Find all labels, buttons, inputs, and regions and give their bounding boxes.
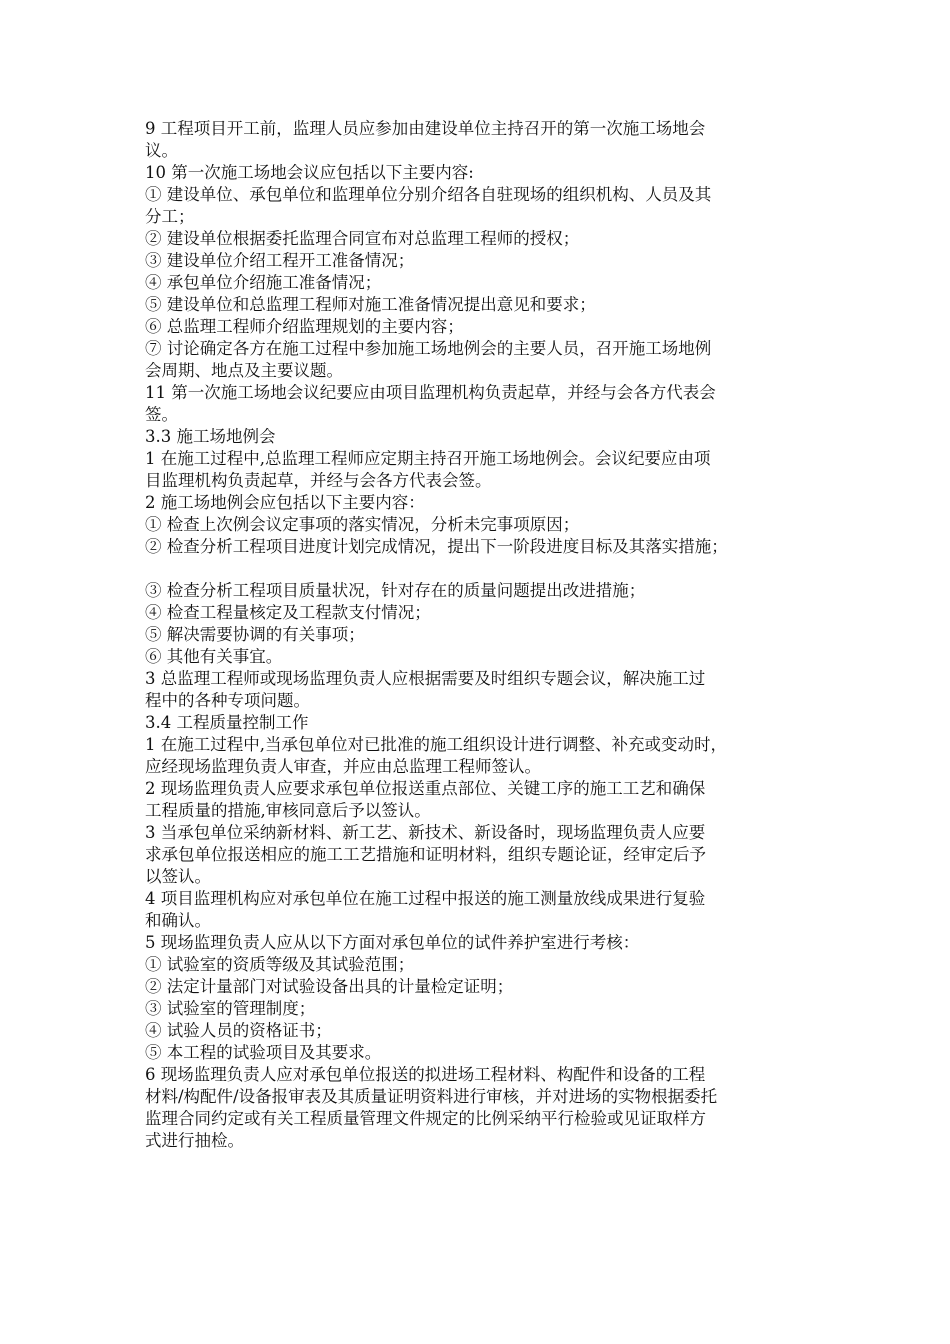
document-page	[145, 118, 815, 1152]
text-line: 材料/构配件/设备报审表及其质量证明资料进行审核，并对进场的实物根据委托	[145, 1087, 718, 1106]
blank-line	[145, 558, 815, 580]
text-line: 式进行抽检。	[145, 1131, 244, 1150]
text-line: 2 施工场地例会应包括以下主要内容：	[145, 493, 425, 512]
text-line: 分工；	[145, 207, 195, 226]
text-line: 3 当承包单位采纳新材料、新工艺、新技术、新设备时，现场监理负责人应要	[145, 823, 706, 842]
section-heading: 3.3 施工场地例会	[145, 427, 276, 446]
text-line: 5 现场监理负责人应从以下方面对承包单位的试件养护室进行考核：	[145, 933, 640, 952]
text-line: ③ 试验室的管理制度；	[145, 999, 316, 1018]
text-line: 6 现场监理负责人应对承包单位报送的拟进场工程材料、构配件和设备的工程	[145, 1065, 706, 1084]
text-line: ③ 建设单位介绍工程开工准备情况；	[145, 251, 415, 270]
text-line: 应经现场监理负责人审查，并应由总监理工程师签认。	[145, 757, 541, 776]
text-line: ① 建设单位、承包单位和监理单位分别介绍各自驻现场的组织机构、人员及其	[145, 185, 712, 204]
section-heading: 3.4 工程质量控制工作	[145, 713, 309, 732]
text-line: 4 项目监理机构应对承包单位在施工过程中报送的施工测量放线成果进行复验	[145, 889, 706, 908]
text-line: 11 第一次施工场地会议纪要应由项目监理机构负责起草，并经与会各方代表会	[145, 383, 716, 402]
text-line: ④ 试验人员的资格证书；	[145, 1021, 332, 1040]
text-line: 10 第一次施工场地会议应包括以下主要内容:	[145, 163, 474, 182]
text-line: ④ 承包单位介绍施工准备情况；	[145, 273, 382, 292]
text-line: 3 总监理工程师或现场监理负责人应根据需要及时组织专题会议，解决施工过	[145, 669, 706, 688]
text-line: 求承包单位报送相应的施工工艺措施和证明材料，组织专题论证，经审定后予	[145, 845, 706, 864]
text-line: 以签认。	[145, 867, 211, 886]
text-line: 程中的各种专项问题。	[145, 691, 310, 710]
text-line: ① 试验室的资质等级及其试验范围；	[145, 955, 415, 974]
text-line: 9 工程项目开工前，监理人员应参加由建设单位主持召开的第一次施工场地会	[145, 119, 706, 138]
text-line: 会周期、地点及主要议题。	[145, 361, 343, 380]
text-line: ② 建设单位根据委托监理合同宣布对总监理工程师的授权；	[145, 229, 580, 248]
text-line: 工程质量的措施,审核同意后予以签认。	[145, 801, 431, 820]
text-line: 签。	[145, 405, 178, 424]
text-line: ② 法定计量部门对试验设备出具的计量检定证明；	[145, 977, 514, 996]
text-line: ⑥ 其他有关事宜。	[145, 647, 283, 666]
text-line: ⑤ 解决需要协调的有关事项；	[145, 625, 365, 644]
text-line: 1 在施工过程中,总监理工程师应定期主持召开施工场地例会。会议纪要应由项	[145, 449, 711, 468]
text-line: 议。	[145, 141, 178, 160]
text-line: ⑦ 讨论确定各方在施工过程中参加施工场地例会的主要人员，召开施工场地例	[145, 339, 712, 358]
text-line: ⑥ 总监理工程师介绍监理规划的主要内容；	[145, 317, 464, 336]
text-line: 1 在施工过程中,当承包单位对已批准的施工组织设计进行调整、补充或变动时，	[145, 735, 727, 754]
text-line: ② 检查分析工程项目进度计划完成情况，提出下一阶段进度目标及其落实措施；	[145, 537, 728, 556]
text-line: 监理合同约定或有关工程质量管理文件规定的比例采纳平行检验或见证取样方	[145, 1109, 706, 1128]
text-line: 2 现场监理负责人应要求承包单位报送重点部位、关键工序的施工工艺和确保	[145, 779, 706, 798]
text-line: ① 检查上次例会议定事项的落实情况，分析未完事项原因；	[145, 515, 580, 534]
text-line: ③ 检查分析工程项目质量状况，针对存在的质量问题提出改进措施；	[145, 581, 646, 600]
text-line: ⑤ 建设单位和总监理工程师对施工准备情况提出意见和要求；	[145, 295, 596, 314]
text-line: ④ 检查工程量核定及工程款支付情况；	[145, 603, 431, 622]
text-line: 目监理机构负责起草，并经与会各方代表会签。	[145, 471, 492, 490]
text-line: ⑤ 本工程的试验项目及其要求。	[145, 1043, 382, 1062]
text-line: 和确认。	[145, 911, 211, 930]
